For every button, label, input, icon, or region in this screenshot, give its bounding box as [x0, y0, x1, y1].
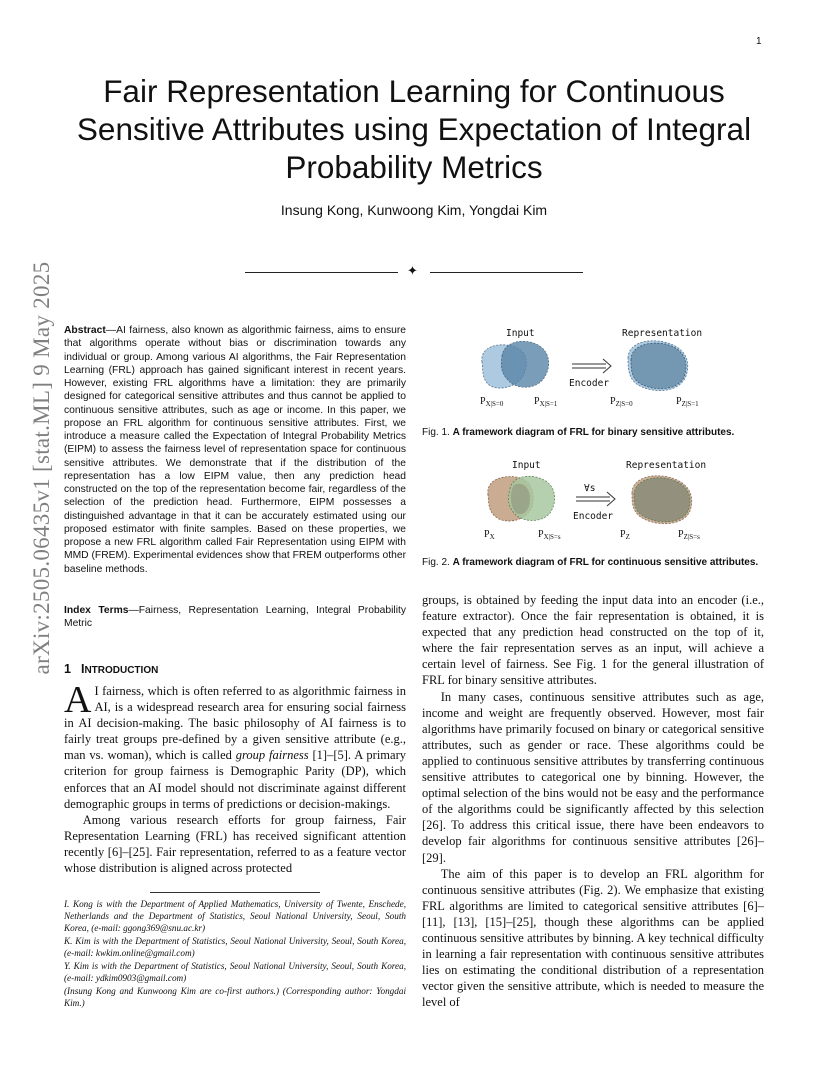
fig2-input-label: Input — [512, 460, 541, 471]
fig1-p-z-s1: $P_{Z|S=1}$ — [676, 396, 699, 408]
index-terms-label: Index Terms — [64, 605, 129, 616]
figure-2-caption — [422, 557, 764, 570]
figure-2-diagram — [460, 455, 760, 547]
abstract-text: —AI fairness, also known as algorithmic fairness, aims to ensure that algorithms operate without bias or discrimination towards any individual or group. Among various AI algorithms, the Fair Representation Learning (FRL) approach has gained significant interest in recent years. However, existing FRL algorithms have a limitation: they are primarily designed for categorical sensitive attributes and thus cannot be applied to continuous sensitive attributes, such as age or income. In this paper, we propose an FRL algorithm for continuous sensitive attributes. First, we introduce a measure called the Expectation of Integral Probability Metrics (EIPM) to assess the fairness level of representation space for continuous sensitive attributes. We demonstrate that if the distribution of the representation has a low EIPM value, then any prediction head constructed on the top of the representation become fair, regardless of the selection of the prediction head. Furthermore, EIPM possesses a distinguished advantage in that it can be accurately estimated using our proposed estimator with finite samples. Based on these properties, we propose a new FRL algorithm called Fair Representation using EIPM with MMD (FREM). Experimental evidences show that FREM outperforms other baseline methods. — [64, 325, 406, 575]
fig1-rep-blob-s1 — [631, 343, 686, 389]
footnote-ykim: Y. Kim is with the Department of Statistics, Seoul National University, Seoul, South Korea, (e-mail: ydkim0903@gmail.com) — [64, 961, 406, 983]
fig2-arrow-icon — [576, 492, 615, 506]
index-terms — [64, 604, 406, 631]
fig1-arrow-icon — [572, 359, 611, 373]
arxiv-identifier: arXiv:2505.06435v1 [stat.ML] 9 May 2025 — [29, 261, 54, 675]
fig1-p-x-s0: $P_{X|S=0}$ — [480, 396, 504, 408]
term-group-fairness: group fairness — [235, 748, 309, 763]
footnote-cofirst: (Insung Kong and Kunwoong Kim are co-first authors.) (Corresponding author: Yongdai Kim.) — [64, 986, 406, 1008]
right-paragraph-2: In many cases, continuous sensitive attributes such as age, income and weight are frequently observed. However, most fair algorithms have primarily focused on binary or categorical sensitive attributes, such as gender or race. These algorithms could be applied to continuous sensitive attributes by transferring continuous sensitive attributes to categorical one by binning. However, the optimal selection of the bins would not be easy and the performance of the algorithms could be significantly affected by this selection [26]. To address this critical issue, there have been endeavors to develop fair algorithms for continuous sensitive attributes [26]–[29]. — [422, 689, 764, 865]
drop-cap: A — [64, 679, 92, 721]
footnote-divider — [150, 892, 320, 893]
fig1-encoder-label: Encoder — [569, 378, 610, 389]
section-number: 1 — [64, 662, 71, 676]
fig1-input-blob-s1 — [501, 341, 548, 387]
right-column-body — [422, 592, 764, 1010]
fig2-p-z-s: $P_{Z|S=s}$ — [678, 529, 700, 541]
paper-title: Fair Representation Learning for Continuous Sensitive Attributes using Expectation of Integral Probability Metrics — [76, 73, 752, 185]
divider-ornament: ✦ — [407, 263, 418, 278]
fig2-forall-label: ∀s — [584, 483, 596, 494]
fig1-p-x-s1: $P_{X|S=1}$ — [534, 396, 558, 408]
fig2-caption-label: Fig. 2. — [422, 557, 450, 568]
abstract — [64, 324, 406, 576]
fig2-p-x-s: $P_{X|S=s}$ — [538, 529, 561, 541]
section-heading-introduction — [64, 662, 158, 676]
fig1-representation-label: Representation — [622, 328, 703, 339]
intro-p1-text-b: [1]–[5]. A primary criterion for group fairness is Demographic Parity (DP), which enforces that an AI model should not discriminate against different demographic groups in terms of predictions or decision-makings. — [64, 748, 406, 811]
fig2-rep-blob-zs — [634, 478, 690, 522]
fig2-p-z: $P_Z$ — [620, 529, 630, 541]
intro-p1-text-a: I fairness, which is often referred to as algorithmic fairness in AI, is a widespread research area for ensuring social fairness in AI decision-making. The basic philosophy of AI fairness is to fairly treat groups pre-defined by a given sensitive attribute (e.g., man vs. woman), which is called — [64, 684, 406, 763]
section-title-initial: I — [80, 662, 85, 676]
footnotes — [64, 898, 406, 1010]
intro-paragraph-2: Among various research efforts for group fairness, Fair Representation Learning (FRL) has received significant attention recently [6]–[25]. Fair representation, referred to as a feature vector whose distribution is aligned across protected — [64, 812, 406, 876]
fig1-p-z-s0: $P_{Z|S=0}$ — [610, 396, 633, 408]
fig2-p-x: $P_X$ — [484, 529, 495, 541]
fig2-representation-label: Representation — [626, 460, 707, 471]
right-paragraph-3: The aim of this paper is to develop an FRL algorithm for continuous sensitive attributes (Fig. 2). We emphasize that existing FRL algorithms are limited to categorical sensitive attributes [6]–[11], [13], [15]–[25], though these algorithms can be applied continuous sensitive attributes by binning. A key technical difficulty in learning a fair representation with continuous sensitive attributes lies on estimating the conditional distribution of a representation vector given the sensitive attribute, which is needed to measure the level of — [422, 866, 764, 1010]
title-divider-right — [430, 272, 583, 273]
figure-1-diagram — [460, 322, 760, 412]
intro-paragraph-1 — [64, 679, 406, 812]
title-divider-left — [245, 272, 398, 273]
right-paragraph-1: groups, is obtained by feeding the input data into an encoder (i.e., feature extractor). Once the fair representation is obtained, it is expected that any prediction head constructed on the top of it, where the fair representation serves as an input, will achieve a certain level of fairness. See Fig. 1 for the general illustration of FRL for binary sensitive attributes. — [422, 593, 764, 688]
index-terms-text: —Fairness, Representation Learning, Integral Probability Metric — [64, 605, 406, 630]
fig1-caption-label: Fig. 1. — [422, 427, 450, 438]
footnote-kkim: K. Kim is with the Department of Statistics, Seoul National University, Seoul, South Korea, (e-mail: kwkim.online@gmail.com) — [64, 936, 406, 958]
figure-1-caption — [422, 427, 764, 440]
fig1-caption-text: A framework diagram of FRL for binary sensitive attributes. — [452, 427, 735, 438]
footnote-kong: I. Kong is with the Department of Applied Mathematics, University of Twente, Enschede, Netherlands and the Department of Statistics, Seoul National University, Seoul, South Korea, (e-mail: ggong369@snu.ac.kr) — [64, 899, 406, 933]
fig2-encoder-label: Encoder — [573, 511, 614, 522]
introduction-body — [64, 679, 406, 876]
paper-authors: Insung Kong, Kunwoong Kim, Yongdai Kim — [280, 202, 548, 218]
abstract-label: Abstract — [64, 325, 106, 336]
section-title-rest: NTRODUCTION — [84, 665, 159, 676]
page-number: 1 — [756, 36, 762, 47]
fig1-input-label: Input — [506, 328, 535, 339]
fig2-caption-text: A framework diagram of FRL for continuous sensitive attributes. — [452, 557, 759, 568]
